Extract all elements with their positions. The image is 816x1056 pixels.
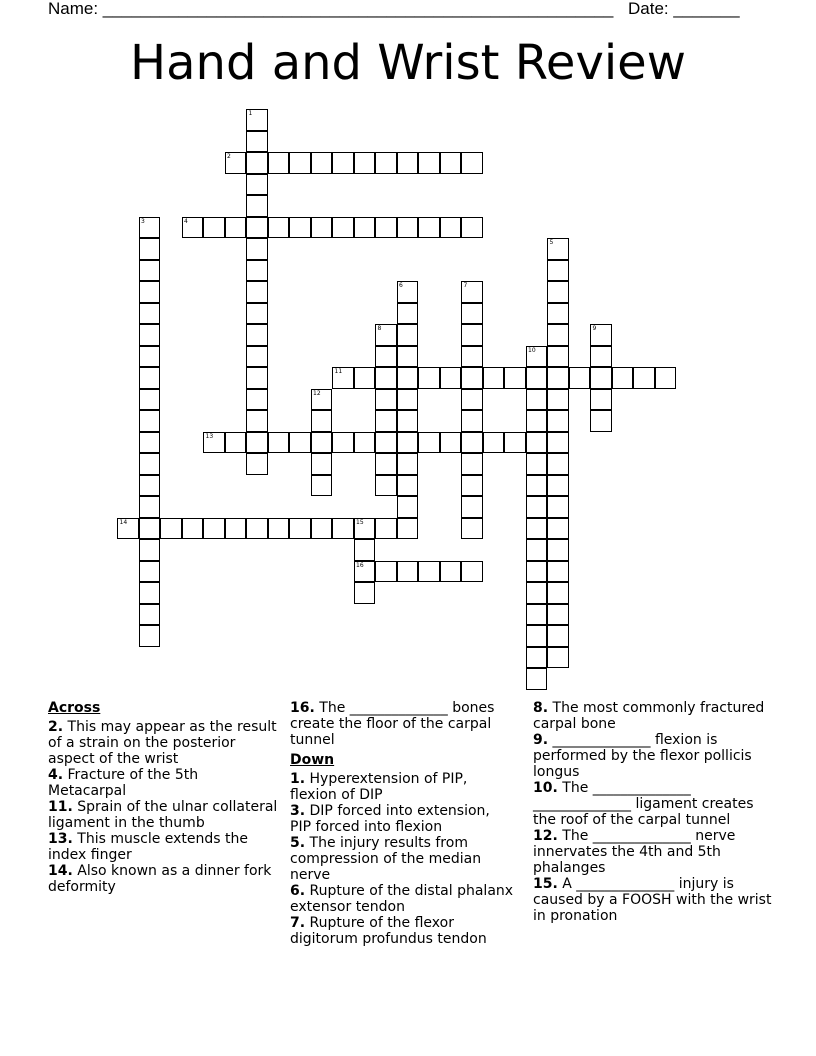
crossword-cell[interactable] — [461, 367, 483, 389]
crossword-cell[interactable] — [397, 367, 419, 389]
across-clue-4: 4. Fracture of the 5th Metacarpal — [48, 767, 199, 799]
crossword-cell[interactable] — [461, 561, 483, 583]
crossword-cell[interactable] — [354, 539, 376, 561]
crossword-cell[interactable] — [268, 217, 290, 239]
down-clue-8: 8. The most commonly fractured carpal bone — [533, 700, 765, 732]
down-clue-10: 10. The ______________ ______________ ligament creates the roof of the carpal tunnel — [533, 780, 754, 828]
down-clue-15: 15. A ______________ injury is caused by a FOOSH with the wrist in pronation — [533, 876, 772, 924]
clue-number: 14 — [119, 518, 128, 526]
crossword-cell[interactable] — [246, 324, 268, 346]
crossword-cell[interactable] — [461, 518, 483, 540]
crossword-cell[interactable] — [461, 346, 483, 368]
crossword-cell[interactable] — [225, 152, 247, 174]
crossword-cell[interactable] — [375, 453, 397, 475]
crossword-cell[interactable] — [590, 346, 612, 368]
crossword-cell[interactable] — [590, 410, 612, 432]
crossword-cell[interactable] — [397, 389, 419, 411]
clue-number: 10 — [528, 346, 536, 354]
crossword-cell[interactable] — [246, 195, 268, 217]
crossword-cell[interactable] — [246, 217, 268, 239]
clue-column-3 — [533, 700, 773, 924]
crossword-cell[interactable] — [547, 324, 569, 346]
crossword-cell[interactable] — [246, 174, 268, 196]
crossword-cell[interactable] — [246, 518, 268, 540]
crossword-cell[interactable] — [397, 475, 419, 497]
crossword-cell[interactable] — [139, 625, 161, 647]
clue-number: 16 — [356, 561, 364, 569]
name-line[interactable]: Name: ______________________________________________________ — [48, 0, 614, 18]
crossword-cell[interactable] — [311, 410, 333, 432]
clue-number: 7 — [463, 282, 468, 289]
crossword-cell[interactable] — [375, 367, 397, 389]
crossword-cell[interactable] — [139, 561, 161, 583]
crossword-cell[interactable] — [311, 453, 333, 475]
crossword-cell[interactable] — [375, 475, 397, 497]
crossword-cell[interactable] — [547, 539, 569, 561]
crossword-cell[interactable] — [547, 410, 569, 432]
down-clue-7: 7. Rupture of the flexor digitorum profundus tendon — [290, 915, 487, 947]
crossword-cell[interactable] — [203, 518, 225, 540]
crossword-cell[interactable] — [246, 109, 268, 131]
crossword-cell[interactable] — [139, 518, 161, 540]
clue-number: 9 — [592, 325, 597, 332]
crossword-cell[interactable] — [547, 604, 569, 626]
crossword-cell[interactable] — [461, 453, 483, 475]
crossword-cell[interactable] — [375, 346, 397, 368]
crossword-cell[interactable] — [397, 496, 419, 518]
crossword-cell[interactable] — [246, 389, 268, 411]
crossword-cell[interactable] — [246, 281, 268, 303]
crossword-cell[interactable] — [332, 217, 354, 239]
crossword-cell[interactable] — [547, 625, 569, 647]
across-clue-14: 14. Also known as a dinner fork deformity — [48, 863, 272, 895]
crossword-cell[interactable] — [246, 367, 268, 389]
across-clue-16: 16. The ______________ bones create the floor of the carpal tunnel — [290, 700, 495, 748]
crossword-cell[interactable] — [203, 217, 225, 239]
crossword-cell[interactable] — [139, 582, 161, 604]
crossword-cell[interactable] — [461, 217, 483, 239]
crossword-cell[interactable] — [526, 604, 548, 626]
crossword-cell[interactable] — [246, 432, 268, 454]
crossword-cell[interactable] — [547, 561, 569, 583]
crossword-cell[interactable] — [246, 346, 268, 368]
crossword-cell[interactable] — [332, 432, 354, 454]
crossword-cell[interactable] — [397, 152, 419, 174]
crossword-cell[interactable] — [375, 410, 397, 432]
crossword-cell[interactable] — [526, 668, 548, 690]
crossword-cell[interactable] — [504, 367, 526, 389]
crossword-cell[interactable] — [139, 346, 161, 368]
crossword-cell[interactable] — [526, 367, 548, 389]
across-clue-2: 2. This may appear as the result of a strain on the posterior aspect of the wrist — [48, 719, 277, 767]
crossword-cell[interactable] — [375, 389, 397, 411]
crossword-cell[interactable] — [397, 453, 419, 475]
crossword-cell[interactable] — [547, 582, 569, 604]
across-heading: Across — [48, 700, 101, 716]
crossword-cell[interactable] — [397, 410, 419, 432]
clue-column-2 — [290, 700, 515, 947]
crossword-cell[interactable] — [418, 367, 440, 389]
crossword-cell[interactable] — [461, 410, 483, 432]
clue-number: 1 — [248, 110, 253, 117]
clue-number: 6 — [399, 282, 403, 289]
crossword-cell[interactable] — [526, 475, 548, 497]
down-clue-1: 1. Hyperextension of PIP, flexion of DIP — [290, 771, 468, 803]
down-clue-12: 12. The ______________ nerve innervates the 4th and 5th phalanges — [533, 828, 736, 876]
crossword-cell[interactable] — [332, 152, 354, 174]
crossword-cell[interactable] — [139, 217, 161, 239]
crossword-cell[interactable] — [182, 518, 204, 540]
clue-number: 4 — [184, 217, 188, 225]
crossword-cell[interactable] — [397, 346, 419, 368]
crossword-cell[interactable] — [289, 432, 311, 454]
crossword-cell[interactable] — [526, 410, 548, 432]
clue-number: 5 — [549, 239, 554, 246]
crossword-cell[interactable] — [569, 367, 591, 389]
crossword-cell[interactable] — [397, 432, 419, 454]
crossword-cell[interactable] — [483, 367, 505, 389]
crossword-cell[interactable] — [139, 303, 161, 325]
crossword-cell[interactable] — [311, 152, 333, 174]
crossword-cell[interactable] — [246, 303, 268, 325]
down-clue-9: 9. ______________ flexion is performed by the flexor pollicis longus — [533, 732, 752, 780]
crossword-cell[interactable] — [547, 453, 569, 475]
crossword-cell[interactable] — [461, 389, 483, 411]
crossword-cell[interactable] — [246, 131, 268, 153]
crossword-cell[interactable] — [139, 389, 161, 411]
crossword-cell[interactable] — [526, 518, 548, 540]
crossword-cell[interactable] — [139, 410, 161, 432]
crossword-cell[interactable] — [139, 367, 161, 389]
crossword-cell[interactable] — [547, 518, 569, 540]
crossword-cell[interactable] — [225, 217, 247, 239]
crossword-cell[interactable] — [246, 152, 268, 174]
crossword-cell[interactable] — [655, 367, 677, 389]
crossword-cell[interactable] — [418, 152, 440, 174]
crossword-cell[interactable] — [311, 389, 333, 411]
crossword-cell[interactable] — [547, 346, 569, 368]
crossword-cell[interactable] — [268, 152, 290, 174]
crossword-cell[interactable] — [397, 561, 419, 583]
crossword-cell[interactable] — [246, 410, 268, 432]
crossword-cell[interactable] — [311, 217, 333, 239]
crossword-cell[interactable] — [397, 217, 419, 239]
crossword-cell[interactable] — [612, 367, 634, 389]
across-clue-11: 11. Sprain of the ulnar collateral ligament in the thumb — [48, 799, 278, 831]
crossword-cell[interactable] — [354, 518, 376, 540]
crossword-cell[interactable] — [397, 518, 419, 540]
crossword-cell[interactable] — [139, 539, 161, 561]
across-clue-13: 13. This muscle extends the index finger — [48, 831, 249, 863]
crossword-cell[interactable] — [375, 152, 397, 174]
crossword-cell[interactable] — [117, 518, 139, 540]
clue-number: 15 — [356, 518, 364, 526]
crossword-cell[interactable] — [354, 432, 376, 454]
crossword-cell[interactable] — [139, 604, 161, 626]
crossword-cell[interactable] — [590, 367, 612, 389]
crossword-cell[interactable] — [440, 432, 462, 454]
clue-number: 11 — [334, 368, 343, 375]
crossword-cell[interactable] — [311, 432, 333, 454]
crossword-cell[interactable] — [375, 217, 397, 239]
crossword-cell[interactable] — [225, 518, 247, 540]
crossword-cell[interactable] — [526, 647, 548, 669]
crossword-cell[interactable] — [461, 475, 483, 497]
crossword-cell[interactable] — [547, 432, 569, 454]
crossword-cell[interactable] — [354, 582, 376, 604]
crossword-cell[interactable] — [289, 518, 311, 540]
crossword-cell[interactable] — [547, 647, 569, 669]
crossword-cell[interactable] — [354, 217, 376, 239]
down-heading: Down — [290, 752, 335, 768]
crossword-cell[interactable] — [461, 303, 483, 325]
crossword-cell[interactable] — [590, 389, 612, 411]
crossword-cell[interactable] — [547, 367, 569, 389]
crossword-cell[interactable] — [547, 496, 569, 518]
crossword-cell[interactable] — [203, 432, 225, 454]
crossword-cell[interactable] — [461, 152, 483, 174]
crossword-cell[interactable] — [139, 260, 161, 282]
crossword-cell[interactable] — [397, 324, 419, 346]
crossword-cell[interactable] — [547, 238, 569, 260]
clue-number: 2 — [227, 153, 231, 160]
crossword-cell[interactable] — [526, 539, 548, 561]
crossword-cell[interactable] — [289, 152, 311, 174]
crossword-cell[interactable] — [139, 475, 161, 497]
crossword-cell[interactable] — [354, 367, 376, 389]
crossword-cell[interactable] — [526, 346, 548, 368]
crossword-cell[interactable] — [504, 432, 526, 454]
crossword-cell[interactable] — [440, 367, 462, 389]
clue-number: 12 — [313, 389, 321, 397]
crossword-cell[interactable] — [375, 432, 397, 454]
down-clue-5: 5. The injury results from compression of the median nerve — [290, 835, 482, 883]
crossword-cell[interactable] — [354, 152, 376, 174]
clue-number: 3 — [141, 217, 145, 225]
crossword-cell[interactable] — [332, 367, 354, 389]
crossword-cell[interactable] — [375, 561, 397, 583]
crossword-cell[interactable] — [526, 453, 548, 475]
crossword-cell[interactable] — [289, 217, 311, 239]
crossword-cell[interactable] — [547, 260, 569, 282]
crossword-cell[interactable] — [547, 303, 569, 325]
crossword-cell[interactable] — [526, 496, 548, 518]
crossword-cell[interactable] — [633, 367, 655, 389]
crossword-cell[interactable] — [461, 432, 483, 454]
crossword-cell[interactable] — [311, 475, 333, 497]
crossword-cell[interactable] — [139, 453, 161, 475]
crossword-cell[interactable] — [418, 217, 440, 239]
down-clue-6: 6. Rupture of the distal phalanx extensor tendon — [290, 883, 514, 915]
crossword-cell[interactable] — [354, 561, 376, 583]
crossword-cell[interactable] — [418, 432, 440, 454]
crossword-cell[interactable] — [440, 561, 462, 583]
crossword-cell[interactable] — [526, 432, 548, 454]
crossword-cell[interactable] — [139, 238, 161, 260]
crossword-cell[interactable] — [311, 518, 333, 540]
crossword-cell[interactable] — [246, 238, 268, 260]
date-line[interactable]: Date: _______ — [628, 0, 740, 18]
crossword-cell[interactable] — [225, 432, 247, 454]
crossword-cell[interactable] — [397, 303, 419, 325]
crossword-cell[interactable] — [440, 152, 462, 174]
clue-number: 13 — [205, 432, 214, 440]
crossword-cell[interactable] — [547, 475, 569, 497]
crossword-cell[interactable] — [526, 582, 548, 604]
clue-column-1 — [48, 700, 278, 895]
crossword-cell[interactable] — [547, 389, 569, 411]
crossword-cell[interactable] — [160, 518, 182, 540]
crossword-cell[interactable] — [526, 625, 548, 647]
crossword-cell[interactable] — [246, 453, 268, 475]
crossword-cell[interactable] — [461, 496, 483, 518]
crossword-cell[interactable] — [182, 217, 204, 239]
page-title: Hand and Wrist Review — [130, 35, 686, 91]
crossword-cell[interactable] — [375, 518, 397, 540]
crossword-cell[interactable] — [268, 432, 290, 454]
crossword-cell[interactable] — [418, 561, 440, 583]
crossword-cell[interactable] — [139, 432, 161, 454]
crossword-cell[interactable] — [526, 561, 548, 583]
crossword-cell[interactable] — [139, 324, 161, 346]
crossword-cell[interactable] — [590, 324, 612, 346]
down-clue-3: 3. DIP forced into extension, PIP forced into flexion — [290, 803, 490, 835]
crossword-cell[interactable] — [547, 281, 569, 303]
crossword-cell[interactable] — [139, 281, 161, 303]
crossword-cell[interactable] — [483, 432, 505, 454]
crossword-cell[interactable] — [440, 217, 462, 239]
crossword-cell[interactable] — [332, 518, 354, 540]
crossword-cell[interactable] — [461, 324, 483, 346]
crossword-cell[interactable] — [246, 260, 268, 282]
clue-number: 8 — [377, 325, 382, 332]
crossword-cell[interactable] — [268, 518, 290, 540]
crossword-cell[interactable] — [139, 496, 161, 518]
crossword-cell[interactable] — [375, 324, 397, 346]
crossword-cell[interactable] — [397, 281, 419, 303]
crossword-cell[interactable] — [461, 281, 483, 303]
crossword-cell[interactable] — [526, 389, 548, 411]
